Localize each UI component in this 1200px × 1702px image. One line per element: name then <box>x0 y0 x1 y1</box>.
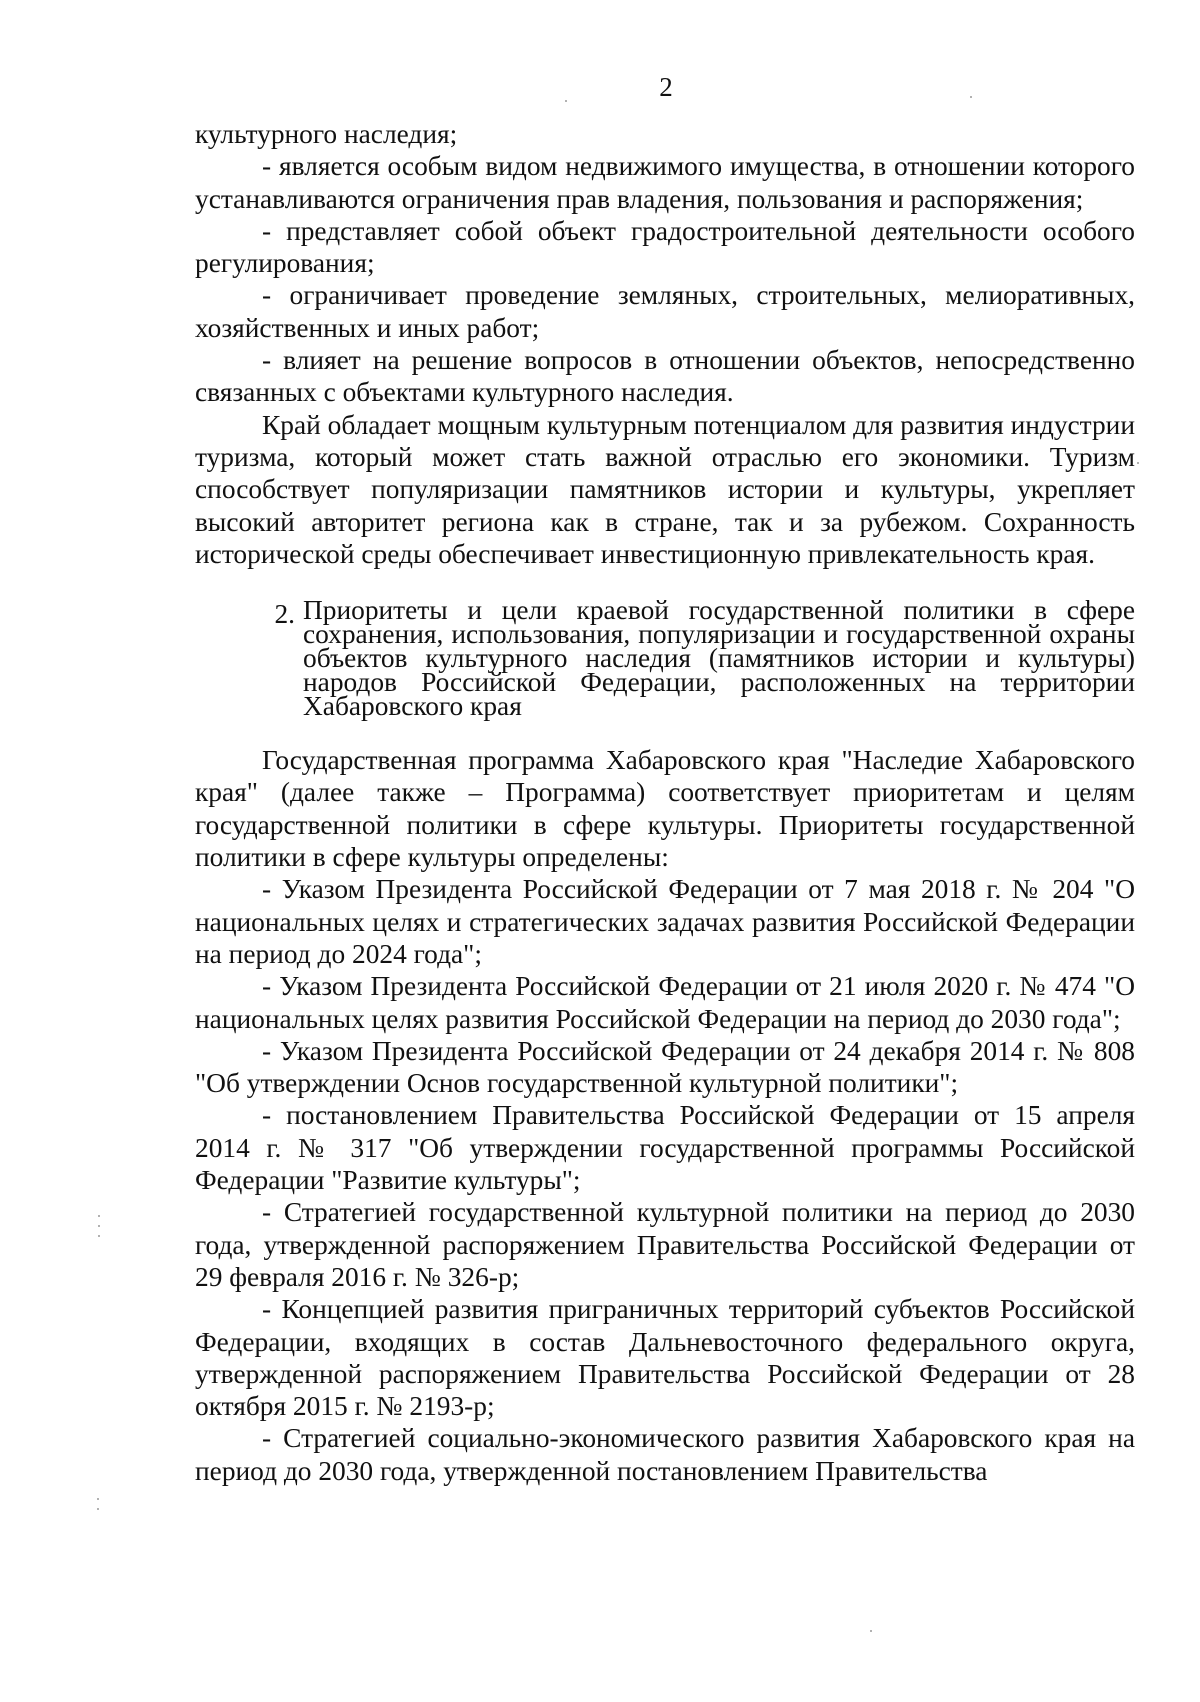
list-item-resolution-317: - постановлением Правительства Российской Федерации от 15 апреля 2014 г. № 317 "Об утверждении государственной программы Российской Федерации "Развитие культуры"; <box>195 1100 1135 1196</box>
list-item-strategy-326: - Стратегией государственной культурной политики на период до 2030 года, утвержденной распоряжением Правительства Российской Федерации от 29 февраля 2016 г. № 326-р; <box>195 1197 1135 1292</box>
scan-speck <box>98 1215 100 1217</box>
document-body <box>195 118 1135 1487</box>
scan-speck <box>98 1225 100 1227</box>
section-number: 2. <box>274 599 295 630</box>
list-item-concept-2193: - Концепцией развития приграничных территорий субъектов Российской Федерации, входящих в состав Дальневосточного федерального округа, утвержденной распоряжением Правительства Российской Федерации от 28 октября 2015 г. № 2193-р; <box>195 1294 1135 1422</box>
scan-speck <box>565 100 567 102</box>
paragraph-tourism-potential: Край обладает мощным культурным потенциалом для развития индустрии туризма, который может стать важной отраслью его экономики. Туризм способствует популяризации памятников истории и культуры, укрепляет высокий авторитет региона как в стране, так и за рубежом. Сохранность исторической среды обеспечивает инвестиционную привлекательность края. <box>195 409 1135 569</box>
list-item-special-property: - является особым видом недвижимого имущества, в отношении которого устанавливаются ограничения прав владения, пользования и распоряжения; <box>195 151 1135 214</box>
scan-speck <box>97 1498 99 1500</box>
list-item-decree-204: - Указом Президента Российской Федерации от 7 мая 2018 г. № 204 "О национальных целях и стратегических задачах развития Российской Федерации на период до 2024 года"; <box>195 874 1135 969</box>
scan-speck <box>1137 462 1139 464</box>
section-heading <box>195 595 1135 722</box>
list-item-related-objects: - влияет на решение вопросов в отношении объектов, непосредственно связанных с объектами культурного наследия. <box>195 345 1135 408</box>
list-item-decree-808: - Указом Президента Российской Федерации от 24 декабря 2014 г. № 808 "Об утверждении Основ государственной культурной политики"; <box>195 1035 1135 1099</box>
scan-speck <box>970 96 972 98</box>
page-number: 2 <box>659 72 673 102</box>
paragraph-continuation: культурного наследия; <box>195 119 458 149</box>
paragraph-program-intro: Государственная программа Хабаровского края "Наследие Хабаровского края" (далее также – Программа) соответствует приоритетам и целям государственной политики в сфере культуры. Приоритеты государственной политики в сфере культуры определены: <box>195 745 1135 873</box>
list-item-khabarovsk-strategy: - Стратегией социально-экономического развития Хабаровского края на период до 2030 года, утвержденной постановлением Правительства <box>195 1423 1135 1486</box>
scan-speck <box>97 1508 99 1510</box>
scan-speck <box>98 1235 100 1237</box>
list-item-works-restriction: - ограничивает проведение земляных, строительных, мелиоративных, хозяйственных и иных работ; <box>195 280 1135 343</box>
scan-speck <box>870 1630 872 1632</box>
list-item-decree-474: - Указом Президента Российской Федерации от 21 июля 2020 г. № 474 "О национальных целях развития Российской Федерации на период до 2030 года"; <box>195 971 1135 1034</box>
section-title: Приоритеты и цели краевой государственной политики в сфере сохранения, использования, популяризации и государственной охраны объектов культурного наследия (памятников истории и культуры) народов Российской Федерации, расположенных на территории Хабаровского края <box>303 595 1135 722</box>
list-item-urban-planning: - представляет собой объект градостроительной деятельности особого регулирования; <box>195 215 1135 279</box>
